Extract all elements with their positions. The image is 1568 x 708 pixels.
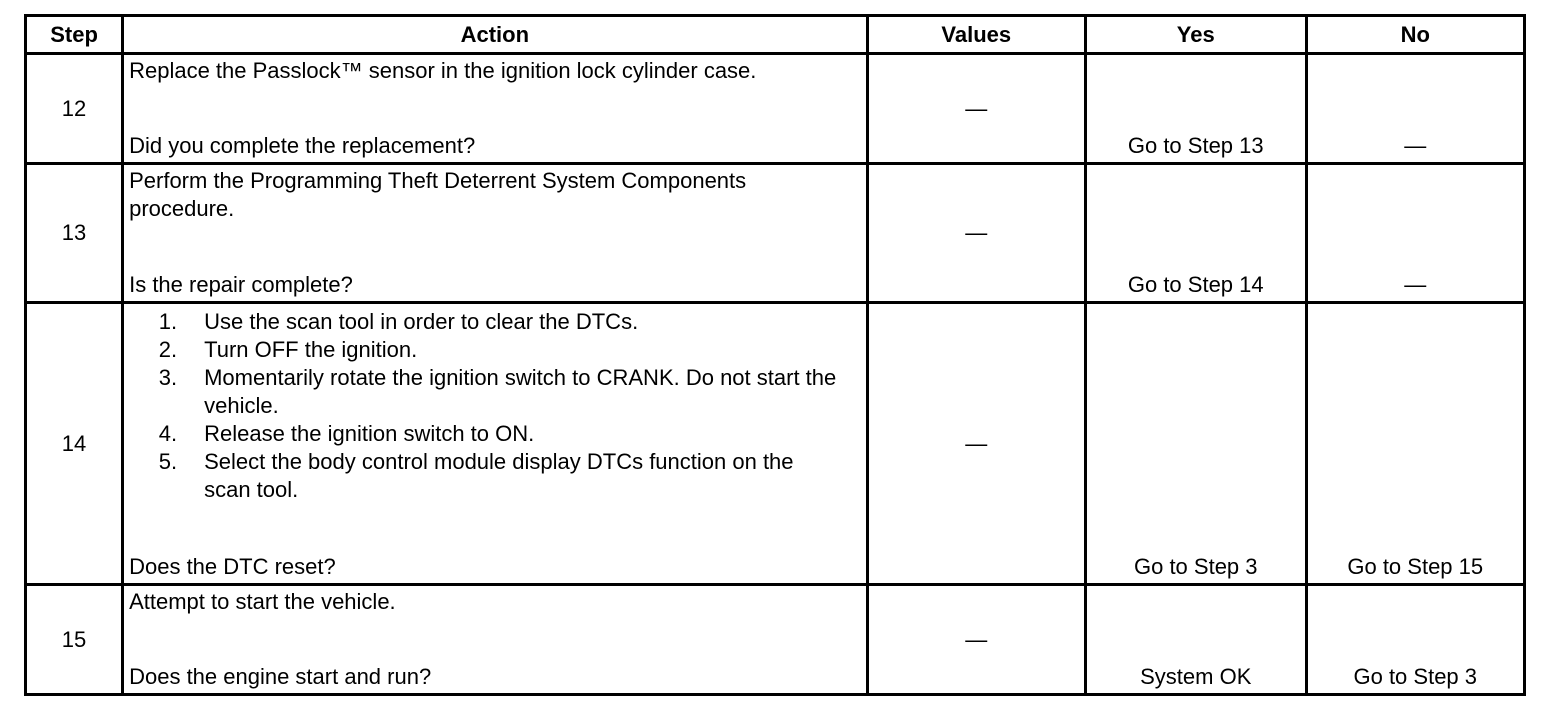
values-cell: — bbox=[867, 54, 1085, 164]
table-row bbox=[26, 303, 1525, 585]
no-cell: Go to Step 3 bbox=[1306, 585, 1525, 695]
substep-text: Select the body control module display DTCs function on the scan tool. bbox=[204, 449, 794, 502]
table-body bbox=[26, 54, 1525, 695]
header-action: Action bbox=[123, 16, 867, 54]
yes-cell: Go to Step 13 bbox=[1086, 54, 1307, 164]
action-question: Does the engine start and run? bbox=[129, 664, 432, 689]
values-cell: — bbox=[867, 164, 1085, 303]
header-values: Values bbox=[867, 16, 1085, 54]
substep-item bbox=[129, 448, 861, 504]
substep-number: 5. bbox=[158, 449, 178, 474]
action-question: Does the DTC reset? bbox=[129, 554, 336, 579]
header-row bbox=[26, 16, 1525, 54]
substep-text: Release the ignition switch to ON. bbox=[204, 421, 535, 446]
substep-text: Momentarily rotate the ignition switch to CRANK. Do not start the vehicle. bbox=[204, 365, 837, 418]
action-cell bbox=[123, 54, 867, 164]
substep-item bbox=[129, 336, 861, 364]
no-cell: Go to Step 15 bbox=[1306, 303, 1525, 585]
substep-number: 3. bbox=[158, 365, 178, 390]
table-row bbox=[26, 585, 1525, 695]
action-text: Attempt to start the vehicle. bbox=[129, 589, 396, 614]
substep-text: Use the scan tool in order to clear the DTCs. bbox=[204, 309, 639, 334]
step-cell: 12 bbox=[26, 54, 123, 164]
action-question: Did you complete the replacement? bbox=[129, 133, 476, 158]
substep-item bbox=[129, 364, 861, 420]
no-cell: — bbox=[1306, 54, 1525, 164]
yes-cell: System OK bbox=[1086, 585, 1307, 695]
table-row bbox=[26, 164, 1525, 303]
table-header bbox=[26, 16, 1525, 54]
action-cell bbox=[123, 303, 867, 585]
header-step: Step bbox=[26, 16, 123, 54]
substep-item bbox=[129, 308, 861, 336]
yes-cell: Go to Step 14 bbox=[1086, 164, 1307, 303]
step-cell: 14 bbox=[26, 303, 123, 585]
action-cell bbox=[123, 585, 867, 695]
diagnostic-table bbox=[24, 14, 1526, 696]
substep-item bbox=[129, 420, 861, 448]
substep-number: 4. bbox=[158, 421, 178, 446]
values-cell: — bbox=[867, 303, 1085, 585]
substep-list bbox=[129, 308, 861, 504]
action-question: Is the repair complete? bbox=[129, 272, 353, 297]
action-cell bbox=[123, 164, 867, 303]
step-cell: 13 bbox=[26, 164, 123, 303]
substep-number: 2. bbox=[158, 337, 178, 362]
table-row bbox=[26, 54, 1525, 164]
header-yes: Yes bbox=[1086, 16, 1307, 54]
values-cell: — bbox=[867, 585, 1085, 695]
action-text: Replace the Passlock™ sensor in the ignition lock cylinder case. bbox=[129, 58, 757, 83]
substep-number: 1. bbox=[158, 309, 178, 334]
substep-text: Turn OFF the ignition. bbox=[204, 337, 418, 362]
yes-cell: Go to Step 3 bbox=[1086, 303, 1307, 585]
header-no: No bbox=[1306, 16, 1525, 54]
step-cell: 15 bbox=[26, 585, 123, 695]
no-cell: — bbox=[1306, 164, 1525, 303]
action-text: Perform the Programming Theft Deterrent System Components procedure. bbox=[129, 168, 747, 221]
